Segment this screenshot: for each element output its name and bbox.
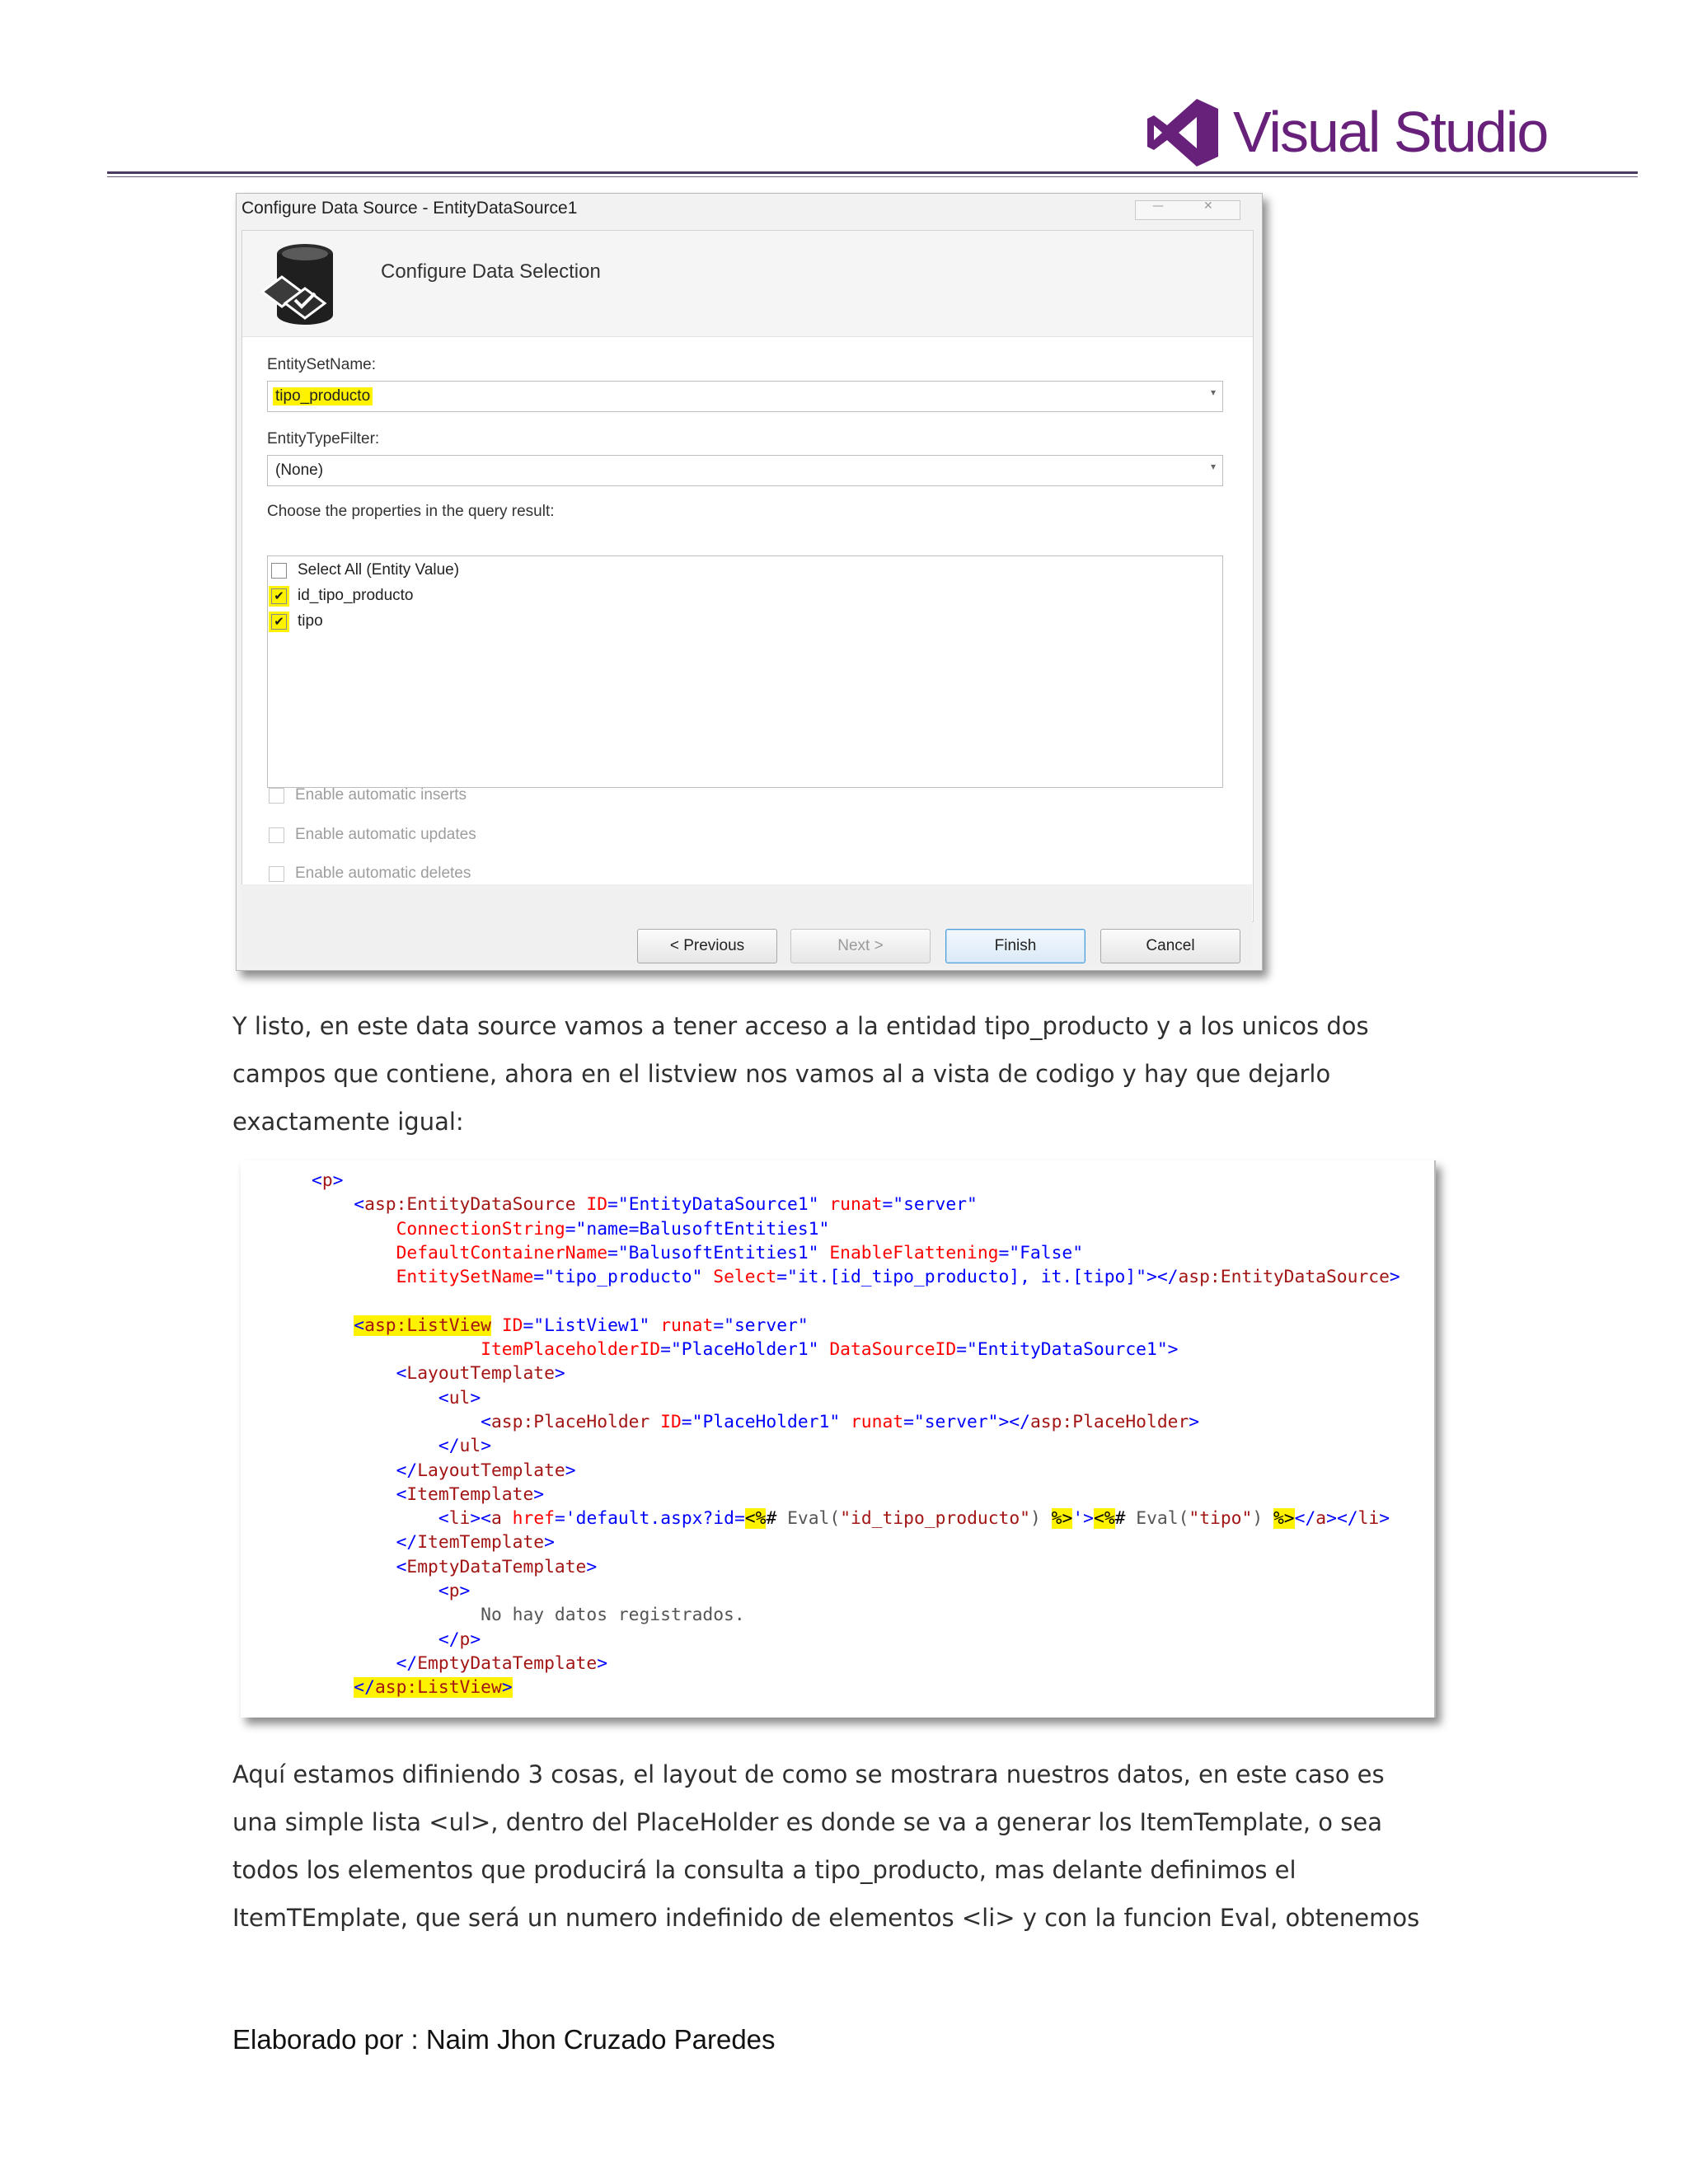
list-item-label: id_tipo_producto — [298, 587, 414, 604]
paragraph-line: una simple lista <ul>, dentro del PlaceHolder es donde se va a generar los ItemTemplate, o sea — [232, 1808, 1382, 1836]
close-icon[interactable]: ✕ — [1203, 199, 1213, 213]
visual-studio-logo-icon — [1146, 97, 1220, 168]
dialog-header — [242, 231, 1253, 337]
entity-set-label: EntitySetName: — [267, 356, 376, 373]
code-text: <p> <asp:EntityDataSource ID="EntityDataSource1" runat="server" ConnectionString="name=BalusoftEntities1" DefaultContainerName="BalusoftEntities1" EnableFlattening="False" EntitySetName="tipo_producto" Select="it.[id_tipo_producto], it.[tipo]"></asp:EntityDataSource> <asp:ListView ID="ListView1" runat="server" ItemPlaceholderID="PlaceHolder1" DataSourceID="EntityDataSource1"> <LayoutTemplate> <ul> <asp:PlaceHolder ID="PlaceHolder1" runat="server"></asp:PlaceHolder> </ul> </LayoutTemplate> <ItemTemplate> <li><a href='default.aspx?id=<%# Eval("id_tipo_producto") %>'><%# Eval("tipo") %></a></li> </ItemTemplate> <EmptyDataTemplate> <p> No hay datos registrados. </p> </EmptyDataTemplate> </asp:ListView> — [312, 1170, 1400, 1699]
cancel-button[interactable]: Cancel — [1100, 929, 1240, 963]
entity-type-select[interactable] — [267, 455, 1223, 486]
list-item-label: tipo — [298, 612, 323, 630]
visual-studio-brand: Visual Studio — [1233, 100, 1548, 164]
paragraph-line: exactamente igual: — [232, 1108, 464, 1136]
option-label: Enable automatic deletes — [295, 865, 471, 882]
checkbox-select-all[interactable] — [271, 563, 287, 579]
database-icon — [252, 239, 343, 331]
paragraph-line: ItemTEmplate, que será un numero indefinido de elementos <li> y con la funcion Eval, obtenemos — [232, 1904, 1420, 1932]
checkbox-checked-icon[interactable]: ✔ — [271, 588, 287, 604]
checkbox-icon[interactable] — [269, 788, 284, 804]
properties-label: Choose the properties in the query result: — [267, 503, 555, 520]
checkbox-icon[interactable] — [269, 827, 284, 843]
window-controls — [1135, 200, 1240, 220]
entity-type-label: EntityTypeFilter: — [267, 430, 380, 448]
entity-set-select[interactable] — [267, 381, 1223, 412]
chevron-down-icon: ▾ — [1210, 387, 1216, 398]
chevron-down-icon: ▾ — [1210, 461, 1216, 472]
properties-list — [267, 555, 1223, 788]
entity-type-value: (None) — [275, 462, 324, 479]
paragraph-line: campos que contiene, ahora en el listview nos vamos al a vista de codigo y hay que dejarlo — [232, 1060, 1331, 1088]
configure-data-source-dialog — [236, 193, 1263, 971]
page-footer: Elaborado por : Naim Jhon Cruzado Paredes — [232, 2024, 776, 2055]
paragraph-explanation — [232, 1750, 1485, 1942]
previous-button[interactable]: < Previous — [637, 929, 777, 963]
header-rule-thin — [107, 176, 1638, 177]
dialog-title: Configure Data Source - EntityDataSource1 — [241, 199, 578, 218]
code-listing — [241, 1160, 1436, 1718]
dialog-footer — [241, 884, 1252, 967]
option-label: Enable automatic updates — [295, 826, 476, 843]
next-button[interactable]: Next > — [790, 929, 931, 963]
paragraph-intro — [232, 1002, 1485, 1146]
checkbox-checked-icon[interactable]: ✔ — [271, 614, 287, 630]
option-label: Enable automatic inserts — [295, 786, 467, 804]
minimize-icon[interactable]: — — [1152, 199, 1164, 213]
finish-button[interactable]: Finish — [945, 929, 1085, 963]
header-rule — [107, 171, 1638, 174]
list-item-label: Select All (Entity Value) — [298, 561, 460, 579]
checkbox-icon[interactable] — [269, 866, 284, 882]
dialog-body — [241, 230, 1254, 922]
paragraph-line: Aquí estamos difiniendo 3 cosas, el layout de como se mostrara nuestros datos, en este caso es — [232, 1760, 1385, 1788]
paragraph-line: Y listo, en este data source vamos a tener acceso a la entidad tipo_producto y a los unicos dos — [232, 1012, 1369, 1040]
dialog-heading: Configure Data Selection — [381, 260, 601, 283]
paragraph-line: todos los elementos que producirá la consulta a tipo_producto, mas delante definimos el — [232, 1856, 1296, 1884]
entity-set-value: tipo_producto — [273, 387, 373, 405]
